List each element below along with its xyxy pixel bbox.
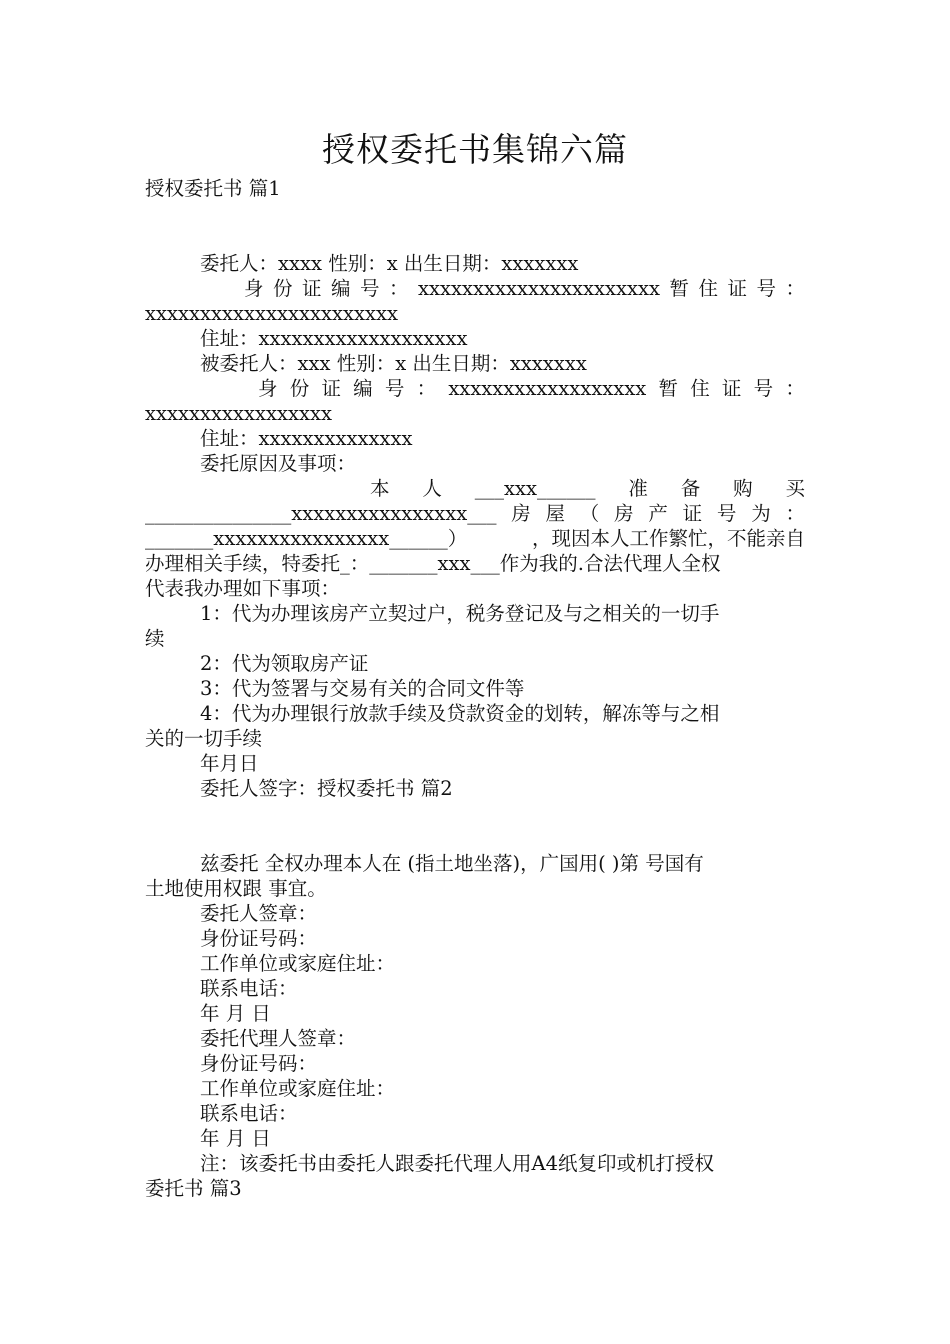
entrust-statement-continued: 土地使用权跟 事宜。 <box>145 877 327 900</box>
agent-id-line: 身 份 证 编 号 ： xxxxxxxxxxxxxxxxxx 暂 住 证 号 ： <box>258 377 805 400</box>
signature-and-section-heading-2: 委托人签字：授权委托书 篇2 <box>200 777 453 800</box>
reason-label: 委托原因及事项： <box>200 452 357 475</box>
principal-work-address: 工作单位或家庭住址： <box>200 952 396 975</box>
item-1: 1：代为办理该房产立契过户，税务登记及与之相关的一切手 <box>200 602 720 625</box>
agent-address: 住址：xxxxxxxxxxxxxx <box>200 427 413 450</box>
reason-line-5: 代表我办理如下事项： <box>145 577 341 600</box>
agent-info: 被委托人：xxx 性别：x 出生日期：xxxxxxx <box>200 352 587 375</box>
principal-date: 年 月 日 <box>200 1002 271 1025</box>
agent-work-address: 工作单位或家庭住址： <box>200 1077 396 1100</box>
section-heading-1: 授权委托书 篇1 <box>145 177 281 200</box>
principal-info: 委托人：xxxx 性别：x 出生日期：xxxxxxx <box>200 252 579 275</box>
item-1-continued: 续 <box>145 627 165 650</box>
document-title: 授权委托书集锦六篇 <box>322 130 628 169</box>
item-3: 3：代为签署与交易有关的合同文件等 <box>200 677 525 700</box>
note: 注：该委托书由委托人跟委托代理人用A4纸复印或机打授权 <box>200 1152 714 1175</box>
reason-line-4: 办理相关手续，特委托_：_______xxx___作为我的.合法代理人全权 <box>145 552 721 575</box>
section-heading-3: 委托书 篇3 <box>145 1177 242 1200</box>
reason-line-3: _______xxxxxxxxxxxxxxxx______） ，现因本人工作繁忙，不能亲自 <box>145 527 805 550</box>
entrust-statement: 兹委托 全权办理本人在 (指土地坐落)，广国用( )第 号国有 <box>200 852 704 875</box>
agent-id-number: 身份证号码： <box>200 1052 318 1075</box>
agent-phone: 联系电话： <box>200 1102 298 1125</box>
principal-id-number: 身份证号码： <box>200 927 318 950</box>
agent-id-continued: xxxxxxxxxxxxxxxxx <box>145 402 332 425</box>
principal-id-line: 身 份 证 编 号 ： xxxxxxxxxxxxxxxxxxxxxx 暂 住 证 号 ： <box>244 277 805 300</box>
principal-seal: 委托人签章： <box>200 902 318 925</box>
item-4: 4：代为办理银行放款手续及贷款资金的划转，解冻等与之相 <box>200 702 720 725</box>
reason-line-1: 本 人 ___xxx______ 准 备 购 买 <box>370 477 805 500</box>
date-line: 年月日 <box>200 752 259 775</box>
agent-seal: 委托代理人签章： <box>200 1027 357 1050</box>
reason-line-2: _______________xxxxxxxxxxxxxxxx___ 房 屋 （ 房 产 证 号 为 ： <box>145 502 805 525</box>
principal-phone: 联系电话： <box>200 977 298 1000</box>
principal-address: 住址：xxxxxxxxxxxxxxxxxxx <box>200 327 468 350</box>
agent-date: 年 月 日 <box>200 1127 271 1150</box>
item-2: 2：代为领取房产证 <box>200 652 369 675</box>
item-4-continued: 关的一切手续 <box>145 727 263 750</box>
principal-id-continued: xxxxxxxxxxxxxxxxxxxxxxx <box>145 302 398 325</box>
